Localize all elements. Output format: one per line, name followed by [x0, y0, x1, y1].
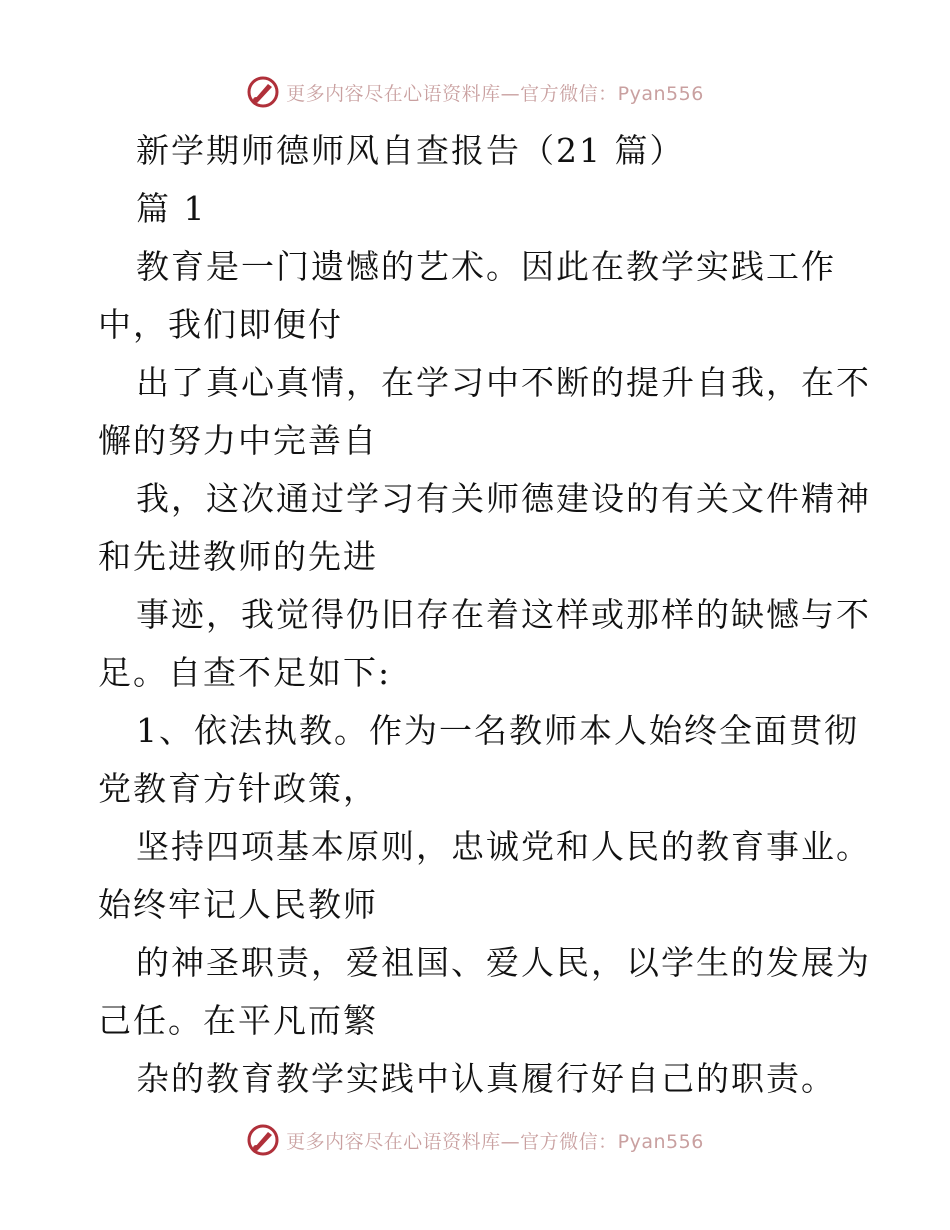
paragraph-line: 1、依法执教。作为一名教师本人始终全面贯彻 [136, 711, 859, 750]
footer-watermark [0, 1120, 950, 1160]
document-body [98, 122, 871, 1108]
paragraph-line: 杂的教育教学实践中认真履行好自己的职责。 [136, 1059, 836, 1098]
paragraph-line: 己任。在平凡而繁 [98, 1001, 378, 1040]
paragraph-line: 懈的努力中完善自 [98, 421, 378, 460]
paragraph-line: 的神圣职责，爱祖国、爱人民，以学生的发展为 [136, 943, 871, 982]
header-watermark [0, 72, 950, 112]
paragraph-line: 足。自查不足如下: [98, 653, 392, 692]
brush-logo-icon [246, 1123, 280, 1157]
paragraph-line: 党教育方针政策， [98, 769, 378, 808]
paragraph-line: 中，我们即便付 [98, 305, 343, 344]
paragraph-line: 和先进教师的先进 [98, 537, 378, 576]
paragraph-line: 教育是一门遗憾的艺术。因此在教学实践工作 [136, 247, 836, 286]
document-title: 新学期师德师风自查报告（21 篇） [136, 131, 685, 170]
paragraph-line: 坚持四项基本原则，忠诚党和人民的教育事业。 [136, 827, 871, 866]
brush-logo-icon [246, 75, 280, 109]
section-heading: 篇 1 [136, 189, 207, 228]
paragraph-line: 事迹，我觉得仍旧存在着这样或那样的缺憾与不 [136, 595, 871, 634]
paragraph-line: 我，这次通过学习有关师德建设的有关文件精神 [136, 479, 871, 518]
watermark-text: 更多内容尽在心语资料库—官方微信：Pyan556 [286, 1130, 704, 1153]
paragraph-line: 出了真心真情，在学习中不断的提升自我，在不 [136, 363, 871, 402]
paragraph-line: 始终牢记人民教师 [98, 885, 378, 924]
watermark-text: 更多内容尽在心语资料库—官方微信：Pyan556 [286, 82, 704, 105]
